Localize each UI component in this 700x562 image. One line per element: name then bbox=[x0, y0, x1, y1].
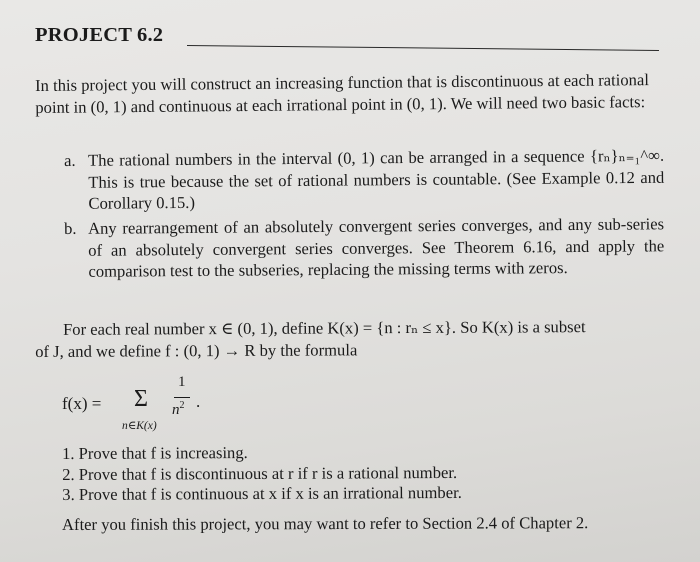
task-item: 3. Prove that f is continuous at x if x is an irrational number. bbox=[62, 482, 462, 504]
fraction-numerator: 1 bbox=[178, 374, 186, 390]
fact-text: The rational numbers in the interval (0, 1) can be arranged in a sequence {rₙ}ₙ₌₁^∞. This is true because the set of rational numbers is countable. (See Example 0.12 and Corollary 0.15.) bbox=[88, 145, 665, 213]
fact-a bbox=[64, 145, 665, 215]
task-item: 2. Prove that f is discontinuous at r if r is a rational number. bbox=[62, 462, 458, 484]
project-heading bbox=[35, 24, 660, 54]
closing-paragraph: After you finish this project, you may want to refer to Section 2.4 of Chapter 2. bbox=[62, 513, 589, 534]
fact-text: Any rearrangement of an absolutely convergent series converges, and any sub-series of an absolutely convergent series converges. See Theorem 6.16, and apply the comparison test to the subseries, replacing the missing terms with zeros. bbox=[88, 214, 665, 281]
heading-rule bbox=[187, 45, 659, 51]
fact-marker: b. bbox=[64, 218, 77, 238]
definition-paragraph bbox=[35, 316, 665, 362]
sum-formula bbox=[62, 372, 262, 432]
project-title: PROJECT 6.2 bbox=[35, 24, 164, 46]
fraction-bar bbox=[174, 397, 190, 398]
formula-lhs: f(x) = bbox=[62, 394, 102, 413]
fraction-denominator: $n^2$ bbox=[172, 400, 185, 418]
definition-line-2: of J, and we define f : (0, 1) → R by the formula bbox=[35, 339, 358, 361]
summation-index: n∈K(x) bbox=[122, 420, 157, 432]
summation-sign: Σ bbox=[134, 386, 148, 412]
fact-marker: a. bbox=[64, 150, 76, 170]
task-list bbox=[62, 441, 622, 505]
fact-b bbox=[64, 213, 664, 282]
formula-period: . bbox=[196, 392, 201, 411]
task-item: 1. Prove that f is increasing. bbox=[62, 443, 248, 463]
definition-line-1: For each real number x ∈ (0, 1), define K(x) = {n : rₙ ≤ x}. So K(x) is a subset bbox=[63, 317, 586, 339]
intro-paragraph: In this project you will construct an increasing function that is discontinuous at each rational point in (0, 1) and continuous at each irrational point in (0, 1). We will need two basic facts: bbox=[35, 70, 649, 117]
